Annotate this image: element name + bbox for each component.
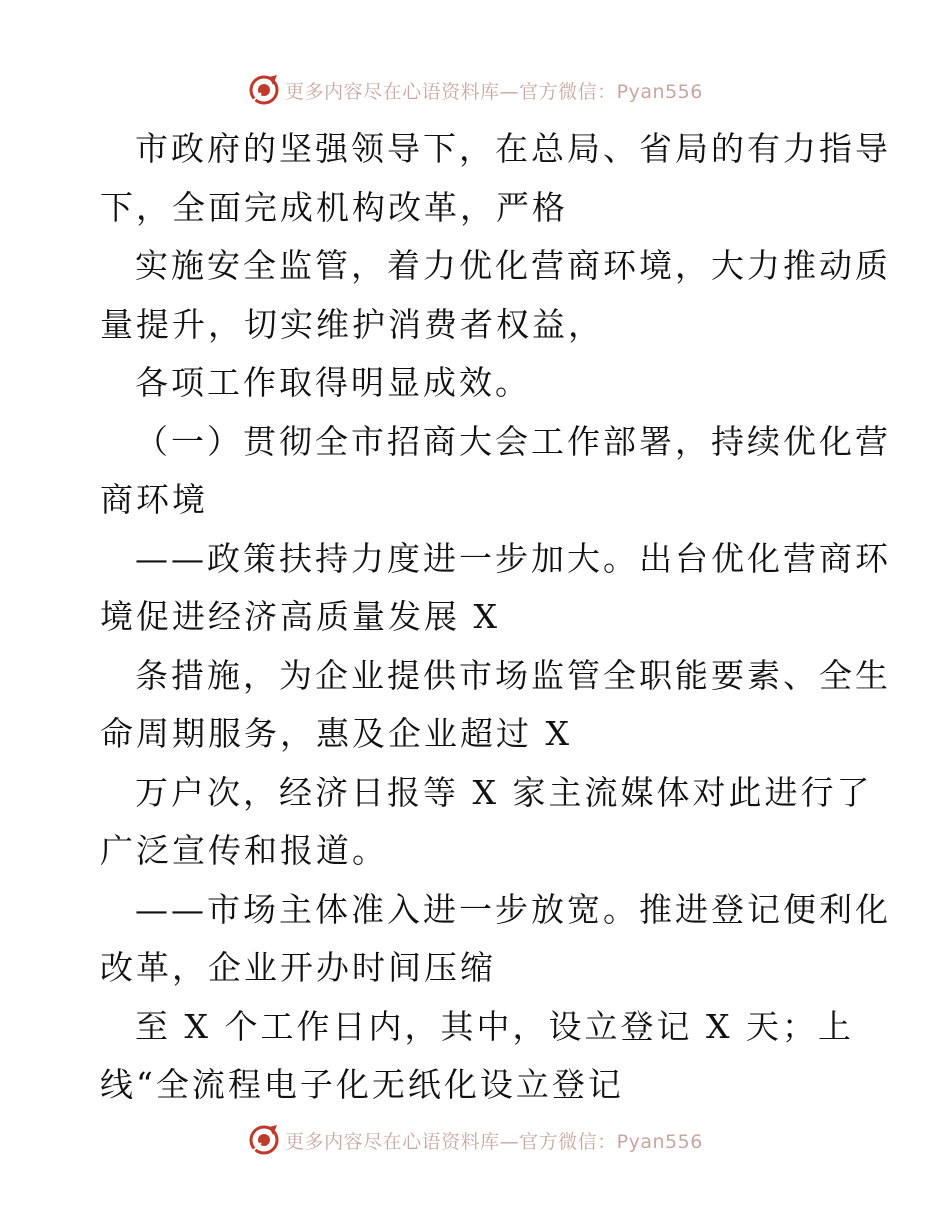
footer-banner-text: 更多内容尽在心语资料库—官方微信：Pyan556 [285,1130,703,1153]
paragraph-line: 线“全流程电子化无纸化设立登记 [100,1065,624,1104]
paragraph-line: 万户次，经济日报等 X 家主流媒体对此进行了 [135,772,873,812]
section-heading-line: 商环境 [100,480,208,519]
paragraph-line: ——市场主体准入进一步放宽。推进登记便利化 [135,889,891,929]
paragraph-line: 条措施，为企业提供市场监管全职能要素、全生 [135,655,891,695]
header-banner-text: 更多内容尽在心语资料库—官方微信：Pyan556 [285,80,703,103]
paragraph-line: 境促进经济高质量发展 X [100,597,500,636]
paragraph-line: 改革，企业开办时间压缩 [100,948,496,987]
paragraph-line: 命周期服务，惠及企业超过 X [100,714,572,753]
quill-pen-logo-icon [247,73,281,107]
paragraph-line: 量提升，切实维护消费者权益， [100,304,604,344]
quill-pen-logo-icon [247,1123,281,1157]
paragraph-line: 各项工作取得明显成效。 [135,363,531,402]
paragraph-line: 广泛宣传和报道。 [100,831,388,870]
paragraph-line: ——政策扶持力度进一步加大。出台优化营商环 [135,538,891,578]
paragraph-line: 市政府的坚强领导下，在总局、省局的有力指导 [135,129,891,168]
header-banner [0,70,950,110]
section-heading-line: （一）贯彻全市招商大会工作部署，持续优化营 [135,421,891,461]
document-body [100,120,891,1115]
footer-banner [0,1120,950,1160]
paragraph-line: 实施安全监管，着力优化营商环境，大力推动质 [135,246,891,285]
paragraph-line: 至 X 个工作日内，其中，设立登记 X 天；上 [135,1006,854,1046]
paragraph-line: 下，全面完成机构改革，严格 [100,187,568,227]
